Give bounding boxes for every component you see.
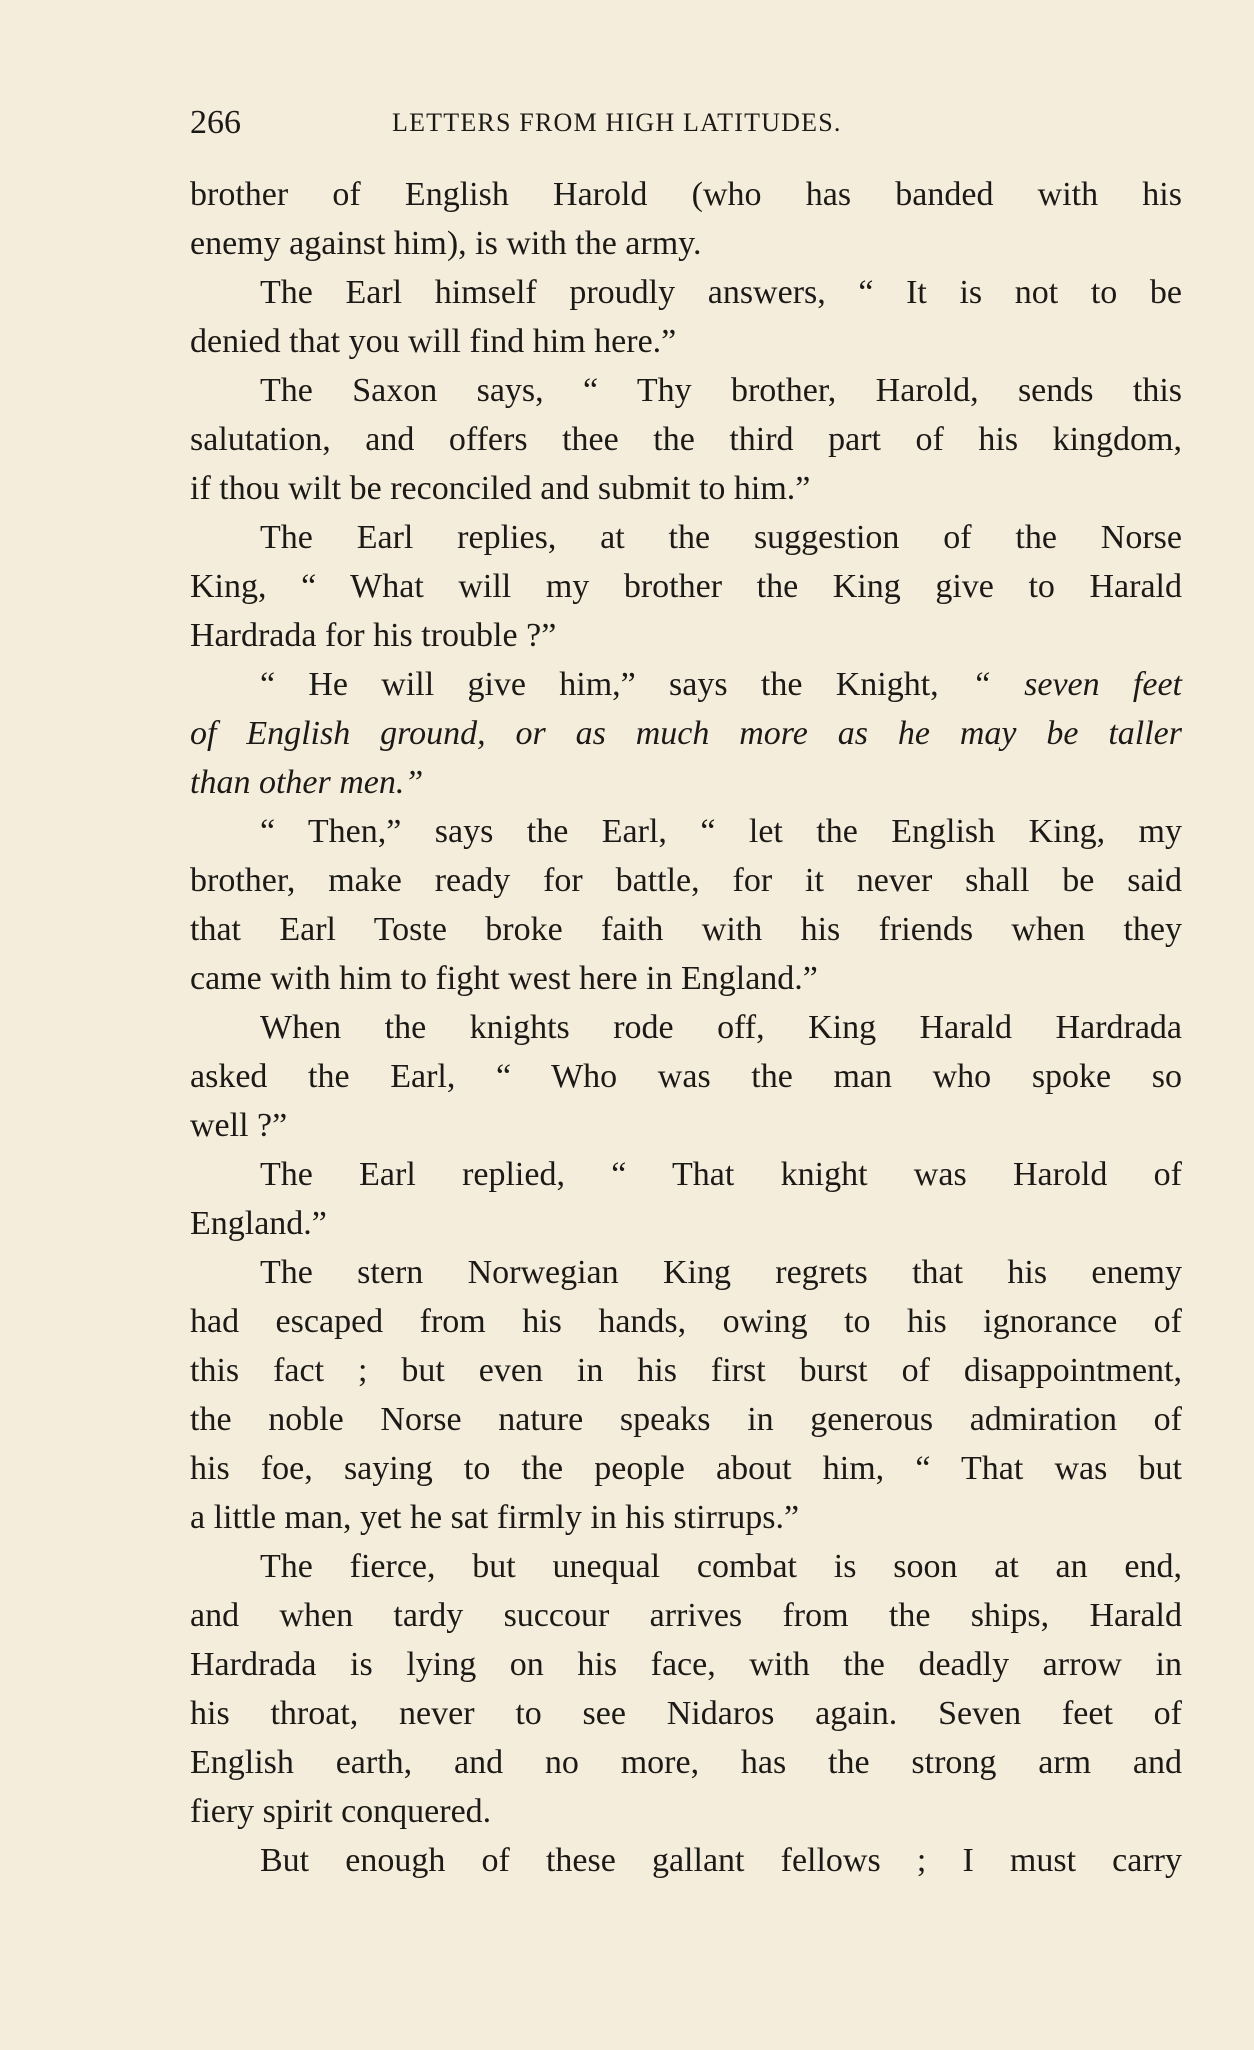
text-line: brother, make ready for battle, for it never shall be said	[190, 862, 1182, 899]
text-line: than other men.”	[190, 764, 424, 801]
text-line: if thou wilt be reconciled and submit to him.”	[190, 470, 811, 507]
text-line: King, “ What will my brother the King give to Harald	[190, 568, 1182, 605]
text-line: of English ground, or as much more as he may be taller	[190, 715, 1182, 752]
text-line: his foe, saying to the people about him, “ That was but	[190, 1450, 1182, 1487]
text-line: his throat, never to see Nidaros again. Seven feet of	[190, 1695, 1182, 1732]
text-line: that Earl Toste broke faith with his friends when they	[190, 911, 1182, 948]
text-segment: “ He will give him,” says the Knight,	[260, 666, 972, 703]
text-line: this fact ; but even in his first burst of disappointment,	[190, 1352, 1182, 1389]
text-line: The stern Norwegian King regrets that his enemy	[260, 1254, 1182, 1291]
text-line: Hardrada for his trouble ?”	[190, 617, 557, 654]
page-number: 266	[190, 104, 241, 141]
text-line: But enough of these gallant fellows ; I must carry	[260, 1842, 1182, 1879]
text-line: brother of English Harold (who has banded with his	[190, 176, 1182, 213]
text-line: The Earl replies, at the suggestion of the Norse	[260, 519, 1182, 556]
text-line: enemy against him), is with the army.	[190, 225, 702, 262]
text-line: a little man, yet he sat firmly in his stirrups.”	[190, 1499, 800, 1536]
text-line: English earth, and no more, has the strong arm and	[190, 1744, 1182, 1781]
running-title: LETTERS FROM HIGH LATITUDES.	[392, 108, 842, 137]
body-text	[190, 170, 1182, 1885]
text-line: fiery spirit conquered.	[190, 1793, 492, 1830]
text-line: and when tardy succour arrives from the ships, Harald	[190, 1597, 1182, 1634]
text-line: Hardrada is lying on his face, with the deadly arrow in	[190, 1646, 1182, 1683]
text-line: the noble Norse nature speaks in generous admiration of	[190, 1401, 1182, 1438]
page-header	[190, 98, 1080, 148]
text-line: The Earl himself proudly answers, “ It is not to be	[260, 274, 1182, 311]
text-line: The Saxon says, “ Thy brother, Harold, sends this	[260, 372, 1182, 409]
text-line: came with him to fight west here in England.”	[190, 960, 818, 997]
italic-text-segment: “ seven feet	[971, 666, 1182, 703]
text-line: England.”	[190, 1205, 327, 1242]
text-line: When the knights rode off, King Harald Hardrada	[260, 1009, 1182, 1046]
text-line: denied that you will find him here.”	[190, 323, 677, 360]
text-line: salutation, and offers thee the third part of his kingdom,	[190, 421, 1182, 458]
text-line: well ?”	[190, 1107, 288, 1144]
text-line: “ Then,” says the Earl, “ let the English King, my	[260, 813, 1182, 850]
text-line: The fierce, but unequal combat is soon at an end,	[260, 1548, 1182, 1585]
text-line	[190, 660, 1182, 709]
text-line: The Earl replied, “ That knight was Harold of	[260, 1156, 1182, 1193]
text-line: asked the Earl, “ Who was the man who spoke so	[190, 1058, 1182, 1095]
text-line: had escaped from his hands, owing to his ignorance of	[190, 1303, 1182, 1340]
